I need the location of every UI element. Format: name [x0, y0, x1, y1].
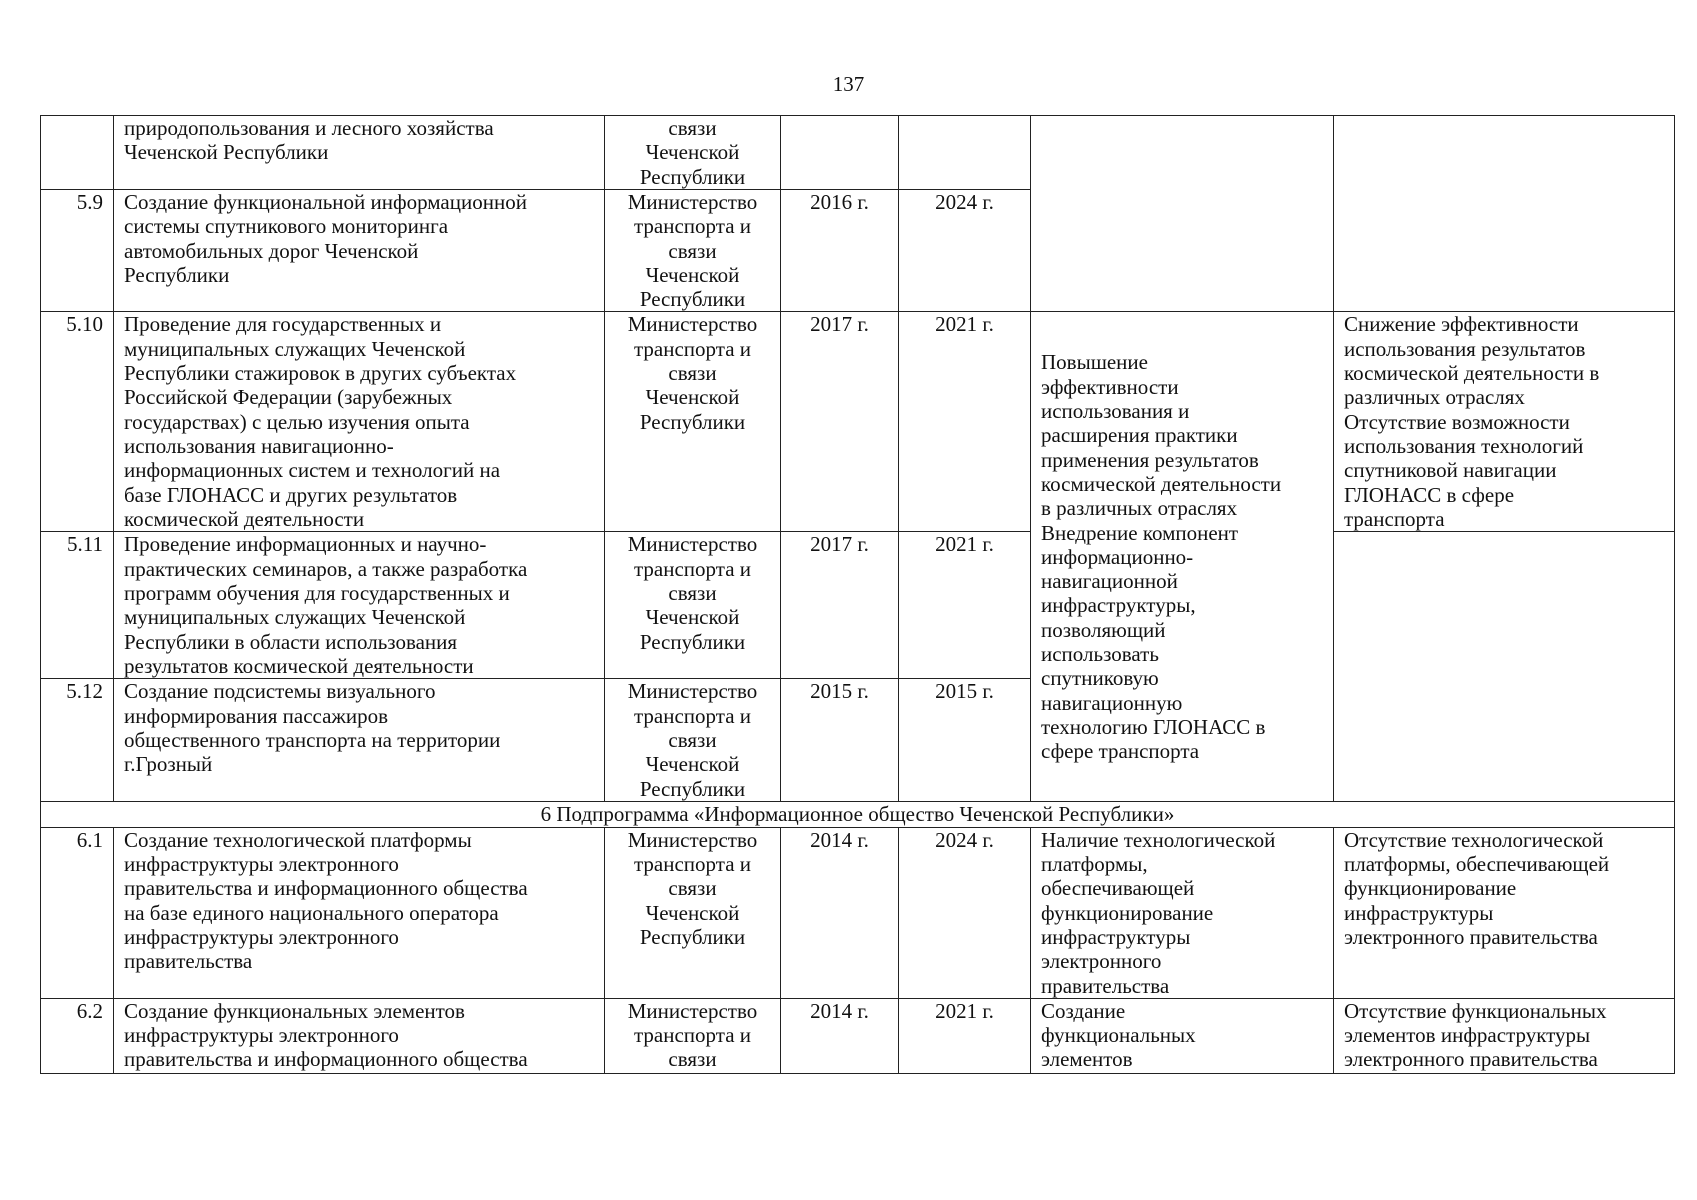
executor-cell: Министерство транспорта и связи Чеченской Республики	[605, 312, 781, 532]
event-name-cell: Создание технологической платформы инфраструктуры электронного правительства и информационного общества на базе единого национального оператора инфраструктуры электронного правительства	[114, 827, 605, 998]
end-year-cell: 2021 г.	[899, 532, 1031, 679]
event-name-cell: Создание подсистемы визуального информирования пассажиров общественного транспорта на территории г.Грозный	[114, 679, 605, 802]
table-row	[41, 116, 1675, 190]
consequence-cell: Отсутствие технологической платформы, обеспечивающей функционирование инфраструктуры электронного правительства	[1334, 827, 1675, 998]
row-number-cell: 6.1	[41, 827, 114, 998]
program-events-table	[40, 115, 1675, 1074]
executor-cell: связи Чеченской Республики	[605, 116, 781, 190]
end-year-cell: 2021 г.	[899, 998, 1031, 1073]
table-row	[41, 532, 1675, 679]
page-number: 137	[832, 72, 865, 96]
executor-cell: Министерство транспорта и связи	[605, 998, 781, 1073]
executor-cell: Министерство транспорта и связи Чеченской Республики	[605, 679, 781, 802]
expected-result-cell: Наличие технологической платформы, обеспечивающей функционирование инфраструктуры электронного правительства	[1031, 827, 1334, 998]
table-row	[41, 827, 1675, 998]
event-name-cell: природопользования и лесного хозяйства Чеченской Республики	[114, 116, 605, 190]
start-year-cell: 2016 г.	[781, 190, 899, 312]
end-year-cell: 2024 г.	[899, 190, 1031, 312]
start-year-cell: 2017 г.	[781, 312, 899, 532]
start-year-cell: 2014 г.	[781, 998, 899, 1073]
table-row	[41, 312, 1675, 532]
section-heading: 6 Подпрограмма «Информационное общество Чеченской Республики»	[41, 802, 1675, 827]
row-number-cell: 5.11	[41, 532, 114, 679]
row-number-cell: 5.12	[41, 679, 114, 802]
event-name-cell: Создание функциональной информационной системы спутникового мониторинга автомобильных дорог Чеченской Республики	[114, 190, 605, 312]
row-number-cell	[41, 116, 114, 190]
row-number-cell: 5.9	[41, 190, 114, 312]
event-name-cell: Создание функциональных элементов инфраструктуры электронного правительства и информационного общества	[114, 998, 605, 1073]
executor-cell: Министерство транспорта и связи Чеченской Республики	[605, 190, 781, 312]
consequence-cell-empty	[1334, 116, 1675, 312]
event-name-cell: Проведение информационных и научно- практических семинаров, а также разработка программ обучения для государственных и муниципальных служащих Чеченской Республики в области использования результатов космической деятельности	[114, 532, 605, 679]
row-number-cell: 6.2	[41, 998, 114, 1073]
end-year-cell	[899, 116, 1031, 190]
consequence-cell-empty	[1334, 532, 1675, 802]
section-heading-row	[41, 802, 1675, 827]
end-year-cell: 2024 г.	[899, 827, 1031, 998]
expected-result-cell: Повышение эффективности использования и расширения практики применения результатов космической деятельности в различных отраслях Внедрение компонент информационно- навигационной инфраструктуры, позволяющий использовать спутниковую навигационную технологию ГЛОНАСС в сфере транспорта	[1031, 312, 1334, 802]
expected-result-cell: Создание функциональных элементов	[1031, 998, 1334, 1073]
start-year-cell	[781, 116, 899, 190]
event-name-cell: Проведение для государственных и муниципальных служащих Чеченской Республики стажировок в других субъектах Российской Федерации (зарубежных государствах) с целью изучения опыта использования навигационно- информационных систем и технологий на базе ГЛОНАСС и других результатов космической деятельности	[114, 312, 605, 532]
consequence-cell: Снижение эффективности использования результатов космической деятельности в различных отраслях Отсутствие возможности использования технологий спутниковой навигации ГЛОНАСС в сфере транспорта	[1334, 312, 1675, 532]
executor-cell: Министерство транспорта и связи Чеченской Республики	[605, 827, 781, 998]
result-cell-empty	[1031, 116, 1334, 312]
row-number-cell: 5.10	[41, 312, 114, 532]
executor-cell: Министерство транспорта и связи Чеченской Республики	[605, 532, 781, 679]
table-row	[41, 998, 1675, 1073]
end-year-cell: 2021 г.	[899, 312, 1031, 532]
consequence-cell: Отсутствие функциональных элементов инфраструктуры электронного правительства	[1334, 998, 1675, 1073]
start-year-cell: 2014 г.	[781, 827, 899, 998]
start-year-cell: 2017 г.	[781, 532, 899, 679]
end-year-cell: 2015 г.	[899, 679, 1031, 802]
start-year-cell: 2015 г.	[781, 679, 899, 802]
